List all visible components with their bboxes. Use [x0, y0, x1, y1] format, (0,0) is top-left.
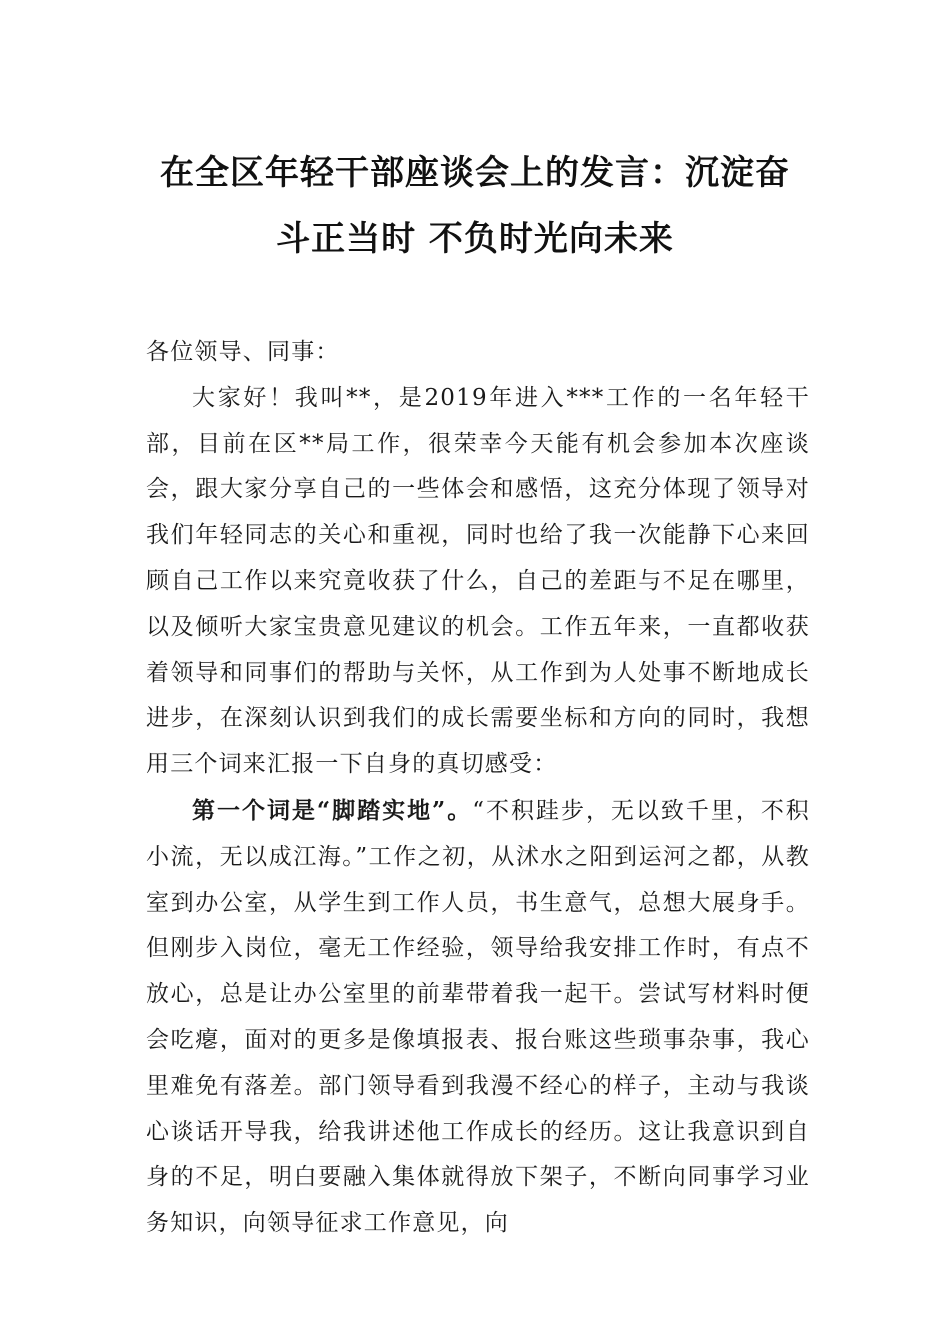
document-body — [146, 330, 810, 1247]
salutation: 各位领导、同事： — [146, 339, 340, 365]
document-title — [140, 140, 810, 272]
paragraph-2 — [146, 788, 810, 1247]
paragraph-2-lead: 第一个词是“脚踏实地”。 — [192, 796, 473, 824]
title-line-1: 在全区年轻干部座谈会上的发言：沉淀奋 — [160, 153, 790, 193]
paragraph-1: 大家好！我叫**，是2019年进入***工作的一名年轻干部，目前在区**局工作，很荣幸今天能有机会参加本次座谈会，跟大家分享自己的一些体会和感悟，这充分体现了领导对我们年轻同志的关心和重视，同时也给了我一次能静下心来回顾自己工作以来究竟收获了什么，自己的差距与不足在哪里，以及倾听大家宝贵意见建议的机会。工作五年来，一直都收获着领导和同事们的帮助与关怀，从工作到为人处事不断地成长进步，在深刻认识到我们的成长需要坐标和方向的同时，我想用三个词来汇报一下自身的真切感受： — [146, 384, 810, 778]
title-line-2: 斗正当时 不负时光向未来 — [276, 219, 674, 259]
paragraph-2-text: “不积跬步，无以致千里，不积小流，无以成江海。”工作之初，从沭水之阳到运河之都，从教室到办公室，从学生到工作人员，书生意气，总想大展身手。但刚步入岗位，毫无工作经验，领导给我安排工作时，有点不放心，总是让办公室里的前辈带着我一起干。尝试写材料时便会吃瘪，面对的更多是像填报表、报台账这些琐事杂事，我心里难免有落差。部门领导看到我漫不经心的样子，主动与我谈心谈话开导我，给我讲述他工作成长的经历。这让我意识到自身的不足，明白要融入集体就得放下架子，不断向同事学习业务知识，向领导征求工作意见，向 — [146, 797, 811, 1237]
